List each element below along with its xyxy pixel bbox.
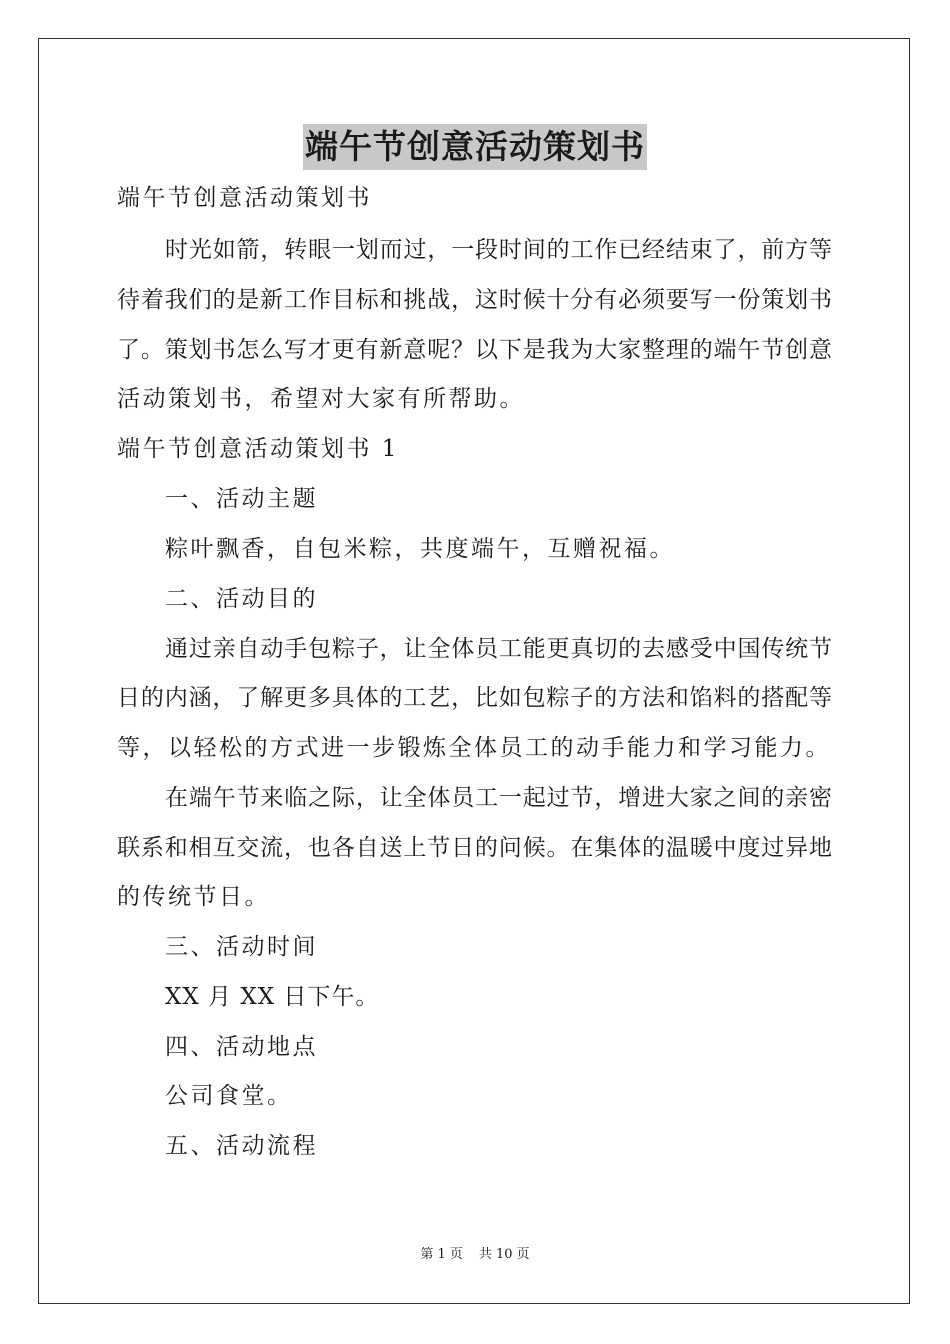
- page-border: [38, 38, 910, 1304]
- paragraph-line: 联系和相互交流，也各自送上节日的问候。在集体的温暖中度过异地: [117, 835, 832, 861]
- paragraph-line: 了。策划书怎么写才更有新意呢？以下是我为大家整理的端午节创意: [117, 337, 832, 363]
- page-footer: [0, 1246, 950, 1264]
- section-title: 端午节创意活动策划书 1: [117, 436, 399, 462]
- paragraph-line: 等，以轻松的方式进一步锻炼全体员工的动手能力和学习能力。: [117, 735, 831, 761]
- paragraph-line: 通过亲自动手包粽子，让全体员工能更真切的去感受中国传统节: [165, 636, 832, 662]
- page-number: 第 1 页: [420, 1247, 463, 1262]
- paragraph-line: 活动策划书，希望对大家有所帮助。: [117, 386, 525, 412]
- paragraph-line: 粽叶飘香，自包米粽，共度端午，互赠祝福。: [165, 536, 675, 562]
- paragraph-line: XX 月 XX 日下午。: [165, 984, 380, 1010]
- subtitle-line: 端午节创意活动策划书: [117, 185, 372, 211]
- heading-theme: 一、活动主题: [165, 486, 318, 512]
- paragraph-line: 待着我们的是新工作目标和挑战，这时候十分有必须要写一份策划书: [117, 287, 832, 313]
- paragraph-line: 日的内涵，了解更多具体的工艺，比如包粽子的方法和馅料的搭配等: [117, 685, 832, 711]
- paragraph-line: 时光如箭，转眼一划而过，一段时间的工作已经结束了，前方等: [165, 237, 832, 263]
- page-total: 共 10 页: [478, 1247, 530, 1262]
- heading-time: 三、活动时间: [165, 934, 318, 960]
- heading-process: 五、活动流程: [165, 1133, 318, 1159]
- heading-purpose: 二、活动目的: [165, 586, 318, 612]
- paragraph-line: 在端午节来临之际，让全体员工一起过节，增进大家之间的亲密: [165, 785, 832, 811]
- title-container: [0, 124, 950, 170]
- paragraph-line: 公司食堂。: [165, 1083, 293, 1109]
- paragraph-line: 的传统节日。: [117, 884, 270, 910]
- document-title: 端午节创意活动策划书: [303, 124, 647, 170]
- heading-location: 四、活动地点: [165, 1034, 318, 1060]
